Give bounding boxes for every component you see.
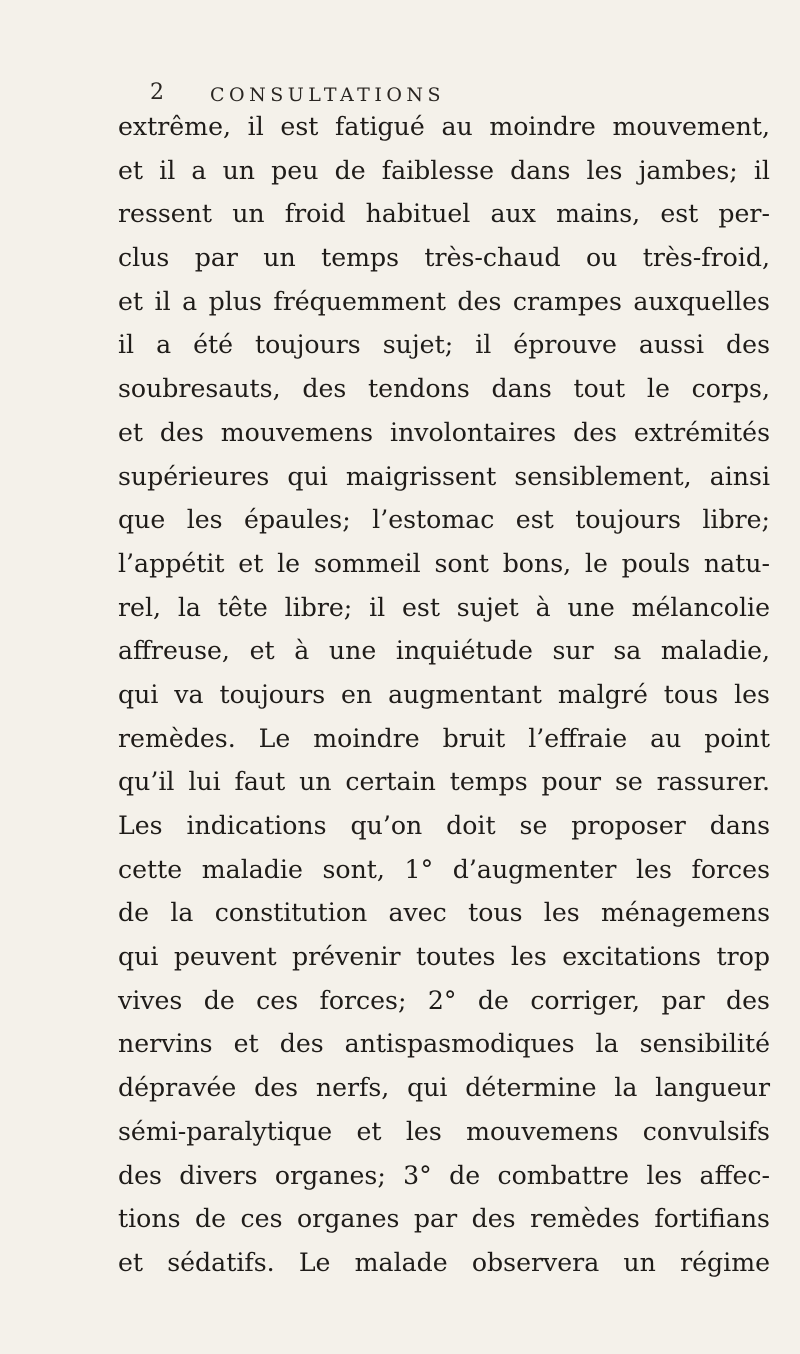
text-line: et des mouvemens involontaires des extrémités [118, 417, 770, 447]
text-line: sémi-paralytique et les mouvemens convulsifs [118, 1116, 770, 1146]
text-line: de la constitution avec tous les ménagemens [118, 898, 770, 928]
text-line: il a été toujours sujet; il éprouve aussi des [118, 330, 770, 360]
text-line: qu’il lui faut un certain temps pour se rassurer. [118, 767, 770, 797]
text-line: et il a un peu de faiblesse dans les jambes; il [118, 155, 770, 185]
page-number: 2 [150, 80, 164, 105]
text-line: cette maladie sont, 1° d’augmenter les forces [118, 854, 770, 884]
text-line: affreuse, et à une inquiétude sur sa maladie, [118, 636, 770, 666]
text-line: ressent un froid habituel aux mains, est per- [118, 199, 770, 229]
text-line: clus par un temps très-chaud ou très-froid, [118, 243, 770, 273]
text-line: soubresauts, des tendons dans tout le corps, [118, 374, 770, 404]
text-line: et il a plus fréquemment des crampes auxquelles [118, 286, 770, 316]
text-line: dépravée des nerfs, qui détermine la langueur [118, 1073, 770, 1103]
text-line: remèdes. Le moindre bruit l’effraie au point [118, 723, 770, 753]
text-line: l’appétit et le sommeil sont bons, le pouls natu- [118, 548, 770, 578]
text-line: des divers organes; 3° de combattre les affec- [118, 1160, 770, 1190]
text-line: qui peuvent prévenir toutes les excitations trop [118, 942, 770, 972]
running-head: CONSULTATIONS [210, 84, 446, 106]
text-line: tions de ces organes par des remèdes fortifians [118, 1204, 770, 1234]
body-text [118, 105, 770, 1285]
text-line: rel, la tête libre; il est sujet à une mélancolie [118, 592, 770, 622]
text-line: qui va toujours en augmentant malgré tous les [118, 679, 770, 709]
text-line: que les épaules; l’estomac est toujours libre; [118, 505, 770, 535]
text-line: et sédatifs. Le malade observera un régime [118, 1247, 770, 1277]
text-line: vives de ces forces; 2° de corriger, par des [118, 985, 770, 1015]
text-line: Les indications qu’on doit se proposer dans [118, 811, 770, 840]
text-line: supérieures qui maigrissent sensiblement, ainsi [118, 461, 770, 491]
text-line: nervins et des antispasmodiques la sensibilité [118, 1029, 770, 1059]
text-line: extrême, il est fatigué au moindre mouvement, [118, 112, 770, 141]
